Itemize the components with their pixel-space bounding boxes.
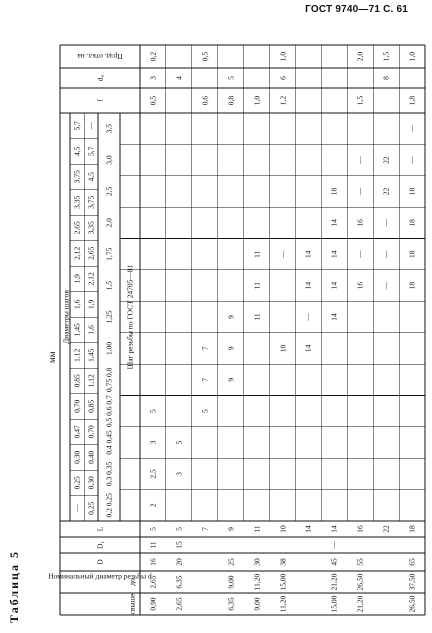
pitch-cell: 18 xyxy=(329,187,339,196)
pitch-cell: 14 xyxy=(329,250,339,258)
to-cell: 9,00 xyxy=(225,575,235,589)
f-cell: 0,8 xyxy=(225,95,235,106)
to-cell: 2,65 xyxy=(148,575,158,589)
pitch-cell: 14 xyxy=(303,250,313,258)
pitch-cell: 18 xyxy=(407,187,417,196)
to-cell: 21,20 xyxy=(329,573,339,591)
diameter-label: — xyxy=(72,504,82,512)
d0-cell: 4 xyxy=(174,76,184,80)
f-cell: 0,5 xyxy=(148,95,158,106)
pitch-label: 0,5 0,6 0,7 xyxy=(104,395,114,428)
deviation-cell: 1,5 xyxy=(381,51,391,62)
pitch-cell: 9 xyxy=(225,315,235,319)
diameter-label: 0,25 xyxy=(72,476,82,490)
diameter-label: 3,75 xyxy=(86,195,96,209)
D1-cell: — xyxy=(329,541,339,549)
table-caption: Таблица 5 xyxy=(7,550,21,623)
pitch-cell: — xyxy=(277,250,287,258)
pitch-cell: 11 xyxy=(251,250,261,258)
f-cell: 1,2 xyxy=(277,95,287,106)
pitch-label: 0,4 0,45 xyxy=(104,430,114,455)
over-cell: 0,90 xyxy=(148,597,158,611)
pitch-cell: — xyxy=(381,219,391,227)
diameter-label: 0,30 xyxy=(72,450,82,464)
diameter-label: 2,65 xyxy=(86,246,96,260)
pitch-cell: 9 xyxy=(225,377,235,382)
pitch-cell: 3 xyxy=(148,440,158,445)
deviation-cell: 1,0 xyxy=(277,51,287,62)
diameter-label: 2,12 xyxy=(86,272,96,286)
D1-cell: 15 xyxy=(174,541,184,549)
page-header: ГОСТ 9740—71 С. 61 xyxy=(305,4,408,15)
d0-cell: 6 xyxy=(277,76,287,80)
pitch-cell: — xyxy=(355,187,365,196)
D-cell: 20 xyxy=(174,558,184,566)
pitch-cell: 2 xyxy=(148,503,158,508)
D-cell: 45 xyxy=(329,558,339,566)
diameter-label: 5,7 xyxy=(72,121,82,131)
L-cell: 22 xyxy=(381,525,391,533)
d0-header: d₀ xyxy=(95,74,105,82)
pitch-label: 0,75 0,8 xyxy=(104,367,114,392)
over-cell: 2,65 xyxy=(174,597,184,611)
pitch-cell: 7 xyxy=(200,346,210,351)
to-header: до xyxy=(127,578,137,586)
pitch-cell: — xyxy=(381,250,391,258)
pitch-cell: 7 xyxy=(200,377,210,382)
L-cell: 18 xyxy=(407,525,417,533)
L-cell: 5 xyxy=(148,527,158,531)
diameter-label: 0,30 xyxy=(86,476,96,490)
pitch-cell: 18 xyxy=(407,250,417,258)
pitch-label: 3,5 xyxy=(104,124,114,134)
pitch-cell: 22 xyxy=(381,156,391,164)
pitch-cell: 18 xyxy=(407,281,417,290)
diameter-label: 2,65 xyxy=(72,221,82,235)
L-cell: 11 xyxy=(251,525,261,533)
over-cell: 26,50 xyxy=(407,595,417,613)
diameter-label: 1,6 xyxy=(86,325,96,335)
pitch-label: 0,2 0,25 xyxy=(104,493,114,518)
diameter-label: 0,70 xyxy=(72,399,82,413)
deviation-cell: 0,2 xyxy=(148,51,158,62)
diameter-label: 1,9 xyxy=(86,299,96,309)
D-cell: 16 xyxy=(148,558,158,566)
pitch-cell: — xyxy=(381,281,391,290)
pitch-cell: 5 xyxy=(174,440,184,445)
diameter-label: 3,35 xyxy=(72,195,82,209)
diameter-label: 0,40 xyxy=(86,450,96,464)
diameter-label: 1,9 xyxy=(72,274,82,284)
pitch-label: 2,5 xyxy=(104,186,114,197)
to-cell: 11,20 xyxy=(251,573,261,591)
D-cell: 38 xyxy=(277,558,287,566)
D-cell: 30 xyxy=(251,558,261,566)
pitch-cell: 9 xyxy=(225,346,235,351)
pitch-label: 1,75 xyxy=(104,247,114,261)
pitch-cell: — xyxy=(407,156,417,164)
diameter-label: 0,25 xyxy=(86,501,96,515)
pitch-cell: 18 xyxy=(407,219,417,227)
D1-cell: 11 xyxy=(148,541,158,549)
over-cell: 15,00 xyxy=(329,595,339,613)
diameter-label: 5,7 xyxy=(86,146,96,156)
pitch-cell: 14 xyxy=(329,313,339,321)
table-unit: мм xyxy=(47,351,57,363)
diameter-label: 1,45 xyxy=(86,348,96,362)
diameter-steps-header: Диаметры шагов xyxy=(61,290,71,344)
L-cell: 5 xyxy=(174,527,184,531)
L-cell: 16 xyxy=(355,525,365,533)
diameter-label: 2,12 xyxy=(72,246,82,260)
to-cell: 6,35 xyxy=(174,575,184,589)
rotated-table-page xyxy=(0,38,432,633)
diameter-label: 4,5 xyxy=(72,146,82,156)
pitch-label: 1,25 xyxy=(104,310,114,324)
to-cell: 37,50 xyxy=(407,573,417,591)
pitch-cell: 5 xyxy=(148,409,158,414)
pitch-label: 0,3 0,35 xyxy=(104,461,114,487)
diameter-label: 1,12 xyxy=(72,348,82,362)
f-cell: 1,8 xyxy=(407,95,417,106)
D-cell: 65 xyxy=(407,558,417,566)
pitch-cell: 22 xyxy=(381,187,391,196)
L-cell: 9 xyxy=(225,527,235,531)
d0-cell: 8 xyxy=(381,76,391,80)
diameter-label: 1,6 xyxy=(72,299,82,309)
nominal-diameter-header: Номинальный диаметр резьбы d xyxy=(48,571,152,581)
deviation-cell: 1,0 xyxy=(407,51,417,62)
over-cell: 21,20 xyxy=(355,595,365,613)
D1-header: D₁ xyxy=(95,540,105,550)
over-cell: 6,35 xyxy=(225,597,235,611)
pitch-label: 2,0 xyxy=(104,218,114,228)
diameter-label: 1,12 xyxy=(86,374,96,388)
pitch-cell: 11 xyxy=(251,313,261,321)
f-cell: 1,5 xyxy=(355,95,365,106)
over-cell: 9,00 xyxy=(251,597,261,611)
to-cell: 15,00 xyxy=(277,573,287,591)
f-cell: 0,6 xyxy=(200,95,210,106)
d0-cell: 5 xyxy=(225,76,235,80)
pitch-cell: — xyxy=(407,124,417,133)
L-cell: 14 xyxy=(329,525,339,533)
over-cell: 11,20 xyxy=(277,595,287,613)
pitch-label: 1,00 xyxy=(104,341,114,355)
pitch-cell: 14 xyxy=(329,281,339,290)
pitch-cell: — xyxy=(355,250,365,258)
diameter-label: 0,47 xyxy=(72,425,82,439)
pitch-cell: 11 xyxy=(251,282,261,290)
pitch-cell: 16 xyxy=(355,281,365,290)
D-header: D xyxy=(95,559,105,565)
pitch-cell: 14 xyxy=(329,219,339,227)
f-cell: 1,0 xyxy=(251,95,261,106)
L-cell: 14 xyxy=(303,525,313,533)
over-header: свыше xyxy=(127,593,137,615)
diameter-label: 0,85 xyxy=(72,374,82,388)
diameter-label: — xyxy=(86,122,96,130)
f-header: f xyxy=(95,99,105,102)
deviation-cell: 2,0 xyxy=(355,51,365,62)
pitch-cell: 14 xyxy=(303,281,313,290)
L-header: L xyxy=(95,526,105,532)
pitch-cell: 2,5 xyxy=(148,469,158,479)
pitch-cell: 14 xyxy=(303,344,313,353)
diameter-label: 1,45 xyxy=(72,323,82,337)
pitch-cell: 16 xyxy=(355,219,365,227)
L-cell: 10 xyxy=(277,525,287,533)
diameter-label: 0,70 xyxy=(86,425,96,439)
pitch-label: 3,0 xyxy=(104,155,114,165)
pitch-cell: 3 xyxy=(174,472,184,476)
to-cell: 26,50 xyxy=(355,573,365,591)
L-cell: 7 xyxy=(200,527,210,531)
pitch-cell: 5 xyxy=(200,409,210,414)
pitch-label: 1,5 xyxy=(104,280,114,291)
D-cell: 25 xyxy=(225,558,235,566)
D-cell: 55 xyxy=(355,558,365,566)
deviation-cell: 0,5 xyxy=(200,51,210,62)
pitch-cell: — xyxy=(355,156,365,164)
pitch-cell: 10 xyxy=(277,344,287,353)
diameter-label: 0,85 xyxy=(86,399,96,413)
d0-cell: 3 xyxy=(148,76,158,80)
diameter-label: 4,5 xyxy=(86,172,96,182)
max-deviation-header: Прэд. откл. на xyxy=(77,52,123,62)
diameter-label: 3,35 xyxy=(86,221,96,235)
pitch-note: Шаг резьбы по ГОСТ 24705—81 xyxy=(125,264,135,370)
pitch-cell: — xyxy=(303,313,313,321)
diameter-label: 3,75 xyxy=(72,170,82,184)
